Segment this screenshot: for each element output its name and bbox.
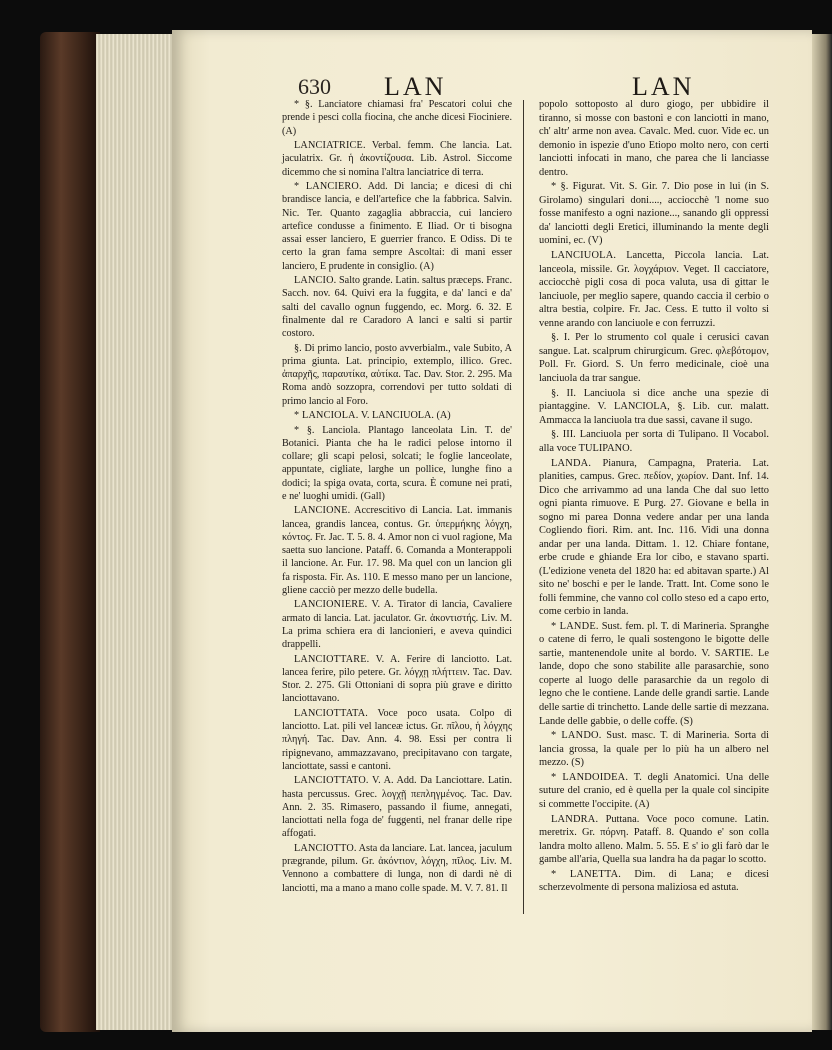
book-cover: [40, 32, 100, 1032]
entry-headword: LANCIOTTATO.: [294, 775, 369, 787]
entry-headword: LANCIONIERE.: [294, 599, 368, 611]
entry-text: Dim. di Lana; e dicesi scherzevolmente di persona maliziosa ed astuta.: [539, 868, 769, 894]
entry-text: Puttana. Voce poco comune. Latin. meretrix. Gr. πόρνη. Pataff. 8. Quando e' son colla landra molto alleno. Malm. 5. 55. E s' io gli farò dar le gambe all'aria, Quella sua landra ha da pagar lo scotto.: [539, 813, 769, 866]
entry-text: popolo sottoposto al duro giogo, per ubbidire il tiranno, si mosse con bastoni e con lanciotti in mano, ch' altr' arme non avea. Cavalc. Med. cuor. Vide ec. un demonio in ispezie d'uno Etiopo molto nero, con certi lanciotti infocati in mano, che parea che li lanciasse dentro.: [539, 99, 769, 178]
entry-headword: * LANETTA.: [551, 868, 622, 880]
entry-text: Salto grande. Latin. saltus præceps. Franc. Sacch. nov. 64. Quivi era la fuggita, e da' lanci e da' salti del cavallo ognun fuggendo, ec. Morg. 6. 32. E finalmente dal re Caradoro A lanci e salti si partir costoro.: [282, 275, 512, 340]
running-head-right: LAN: [632, 72, 695, 101]
entry-text: Sust. fem. pl. T. di Marineria. Spranghe o catene di ferro, le quali sostengono le bigotte delle sartie, mantenendole unite al bordo. V. SARTIE. Le lande, dopo che sono stabilite alle parasarchie, sono coperte al luogo delle parasarchie da un regolo di legno che le contiene. Lande delle grandi sartie. Lande delle sartie di trinchetto. Lande delle sartie di mezzana. Lande delle gabbie, o delle coffe. (S): [539, 620, 769, 727]
entry-text: V. LANCIUOLA. (A): [360, 410, 451, 422]
dictionary-entry: [282, 504, 512, 597]
dictionary-entry: [282, 180, 512, 273]
entry-text: §. II. Lanciuola si dice anche una spezie di piantaggine. V. LANCIOLA, §. Lib. cur. malatt. Ammacca la lanciuola tra due sassi, cavane il sugo.: [539, 387, 769, 426]
left-column: [282, 98, 512, 896]
entry-text: Sust. masc. T. di Marineria. Sorta di lancia grossa, la quale per lo più ha un albero nel mezzo. (S): [539, 730, 769, 769]
entry-headword: * LANCIERO.: [294, 180, 362, 192]
dictionary-entry: [539, 428, 769, 455]
entry-headword: LANDA.: [551, 457, 592, 469]
dictionary-entry: [539, 868, 769, 895]
dictionary-entry: [539, 98, 769, 179]
entry-text: §. III. Lanciuola per sorta di Tulipano. Il Vocabol. alla voce TULIPANO.: [539, 429, 769, 454]
running-head-left: LAN: [384, 72, 447, 101]
dictionary-entry: [282, 139, 512, 179]
dictionary-entry: [539, 249, 769, 330]
entry-text: Accrescitivo di Lancia. Lat. immanis lancea, grandis lancea, contus. Gr. ὑπερμήκης λόγχη, κόντος. Fr. Jac. T. 5. 8. 4. Amor non ci vuol ragione, Ma saetta suo lancione. Pataff. 6. Comanda a Monterappoli il lancione. Ar. Fur. 17. 98. Ma quel con un lancion gli fa risposta. Fir. As. 110. E messo mano per un lancione, gliene cacciò per mezzo delle budella.: [282, 505, 513, 596]
entry-headword: LANCIOTTO.: [294, 842, 357, 854]
right-column: [539, 98, 769, 896]
entry-text: * §. Lanciola. Plantago lanceolata Lin. T. de' Botanici. Pianta che ha le radici pelose intorno il collare; gli scapi pelosi, solcati; le foglie lanceolate, appuntate, cigliate, larghe un pollice, lunghe fino a dodici; la spiga ovata, corta, scura. È comune nei prati, e ne' luoghi umidi. (Gall): [282, 424, 512, 502]
entry-headword: LANDRA.: [551, 813, 599, 825]
entry-headword: LANCIATRICE.: [294, 139, 366, 151]
page-number: 630: [298, 74, 331, 99]
dictionary-entry: [282, 707, 512, 773]
dictionary-entry: [282, 774, 512, 840]
dictionary-entry: [282, 842, 512, 895]
entry-text: * §. Figurat. Vit. S. Gir. 7. Dio pose in lui (in S. Girolamo) singulari doni...., acciocchè 'l nome suo fosse manifesto a ogni nazione..., sanando gli oppressi da' lanciotti degli Eretici, illuminando la mente degli uomini, ec. (V): [539, 181, 769, 247]
entry-headword: * LANDE.: [551, 620, 599, 632]
dictionary-entry: [282, 342, 512, 408]
entry-headword: LANCIO.: [294, 275, 337, 287]
dictionary-entry: [282, 598, 512, 651]
dictionary-entry: [539, 729, 769, 770]
dictionary-entry: [539, 771, 769, 812]
dictionary-entry: [282, 409, 512, 422]
dictionary-entry: [539, 180, 769, 248]
entry-text: * §. Lanciatore chiamasi fra' Pescatori colui che prende i pesci colla fiocina, che anche dicesi Fiociniere. (A): [282, 99, 512, 137]
entry-text: V. A. Tirator di lancia, Cavaliere armato di lancia. Lat. jaculator. Gr. ἀκοντιστής. Liv. M. La prima schiera era di lancionieri, e aveva quindici drappelli.: [282, 599, 512, 651]
dictionary-entry: [539, 387, 769, 428]
entry-text: T. degli Anatomici. Una delle suture del cranio, ed è quella per la quale col sincipite si commette l'occipite. (A): [539, 771, 769, 810]
entry-headword: LANCIUOLA.: [551, 250, 617, 262]
entry-text: V. A. Ferire di lanciotto. Lat. lancea ferire, pilo petere. Gr. λόγχῃ πλήττειν. Tac. Dav. Stor. 2. 275. Gli Ottoniani di sopra più grave e diritto lanciottavano.: [282, 653, 512, 705]
page-stack: [96, 34, 175, 1030]
entry-headword: * LANCIOLA.: [294, 410, 359, 422]
dictionary-entry: [282, 98, 512, 138]
entry-headword: * LANDOIDEA.: [551, 771, 629, 783]
entry-text: Voce poco usata. Colpo di lanciotto. Lat. pili vel lanceæ ictus. Gr. πῖλου, ἡ λόγχης πληγή. Tac. Dav. Ann. 4. 98. Essi per contra li ripignevano, ammazzavano, precipitavano con targate, lanciottate, sassi e cantoni.: [282, 707, 512, 772]
column-rule: [523, 100, 524, 914]
dictionary-entry: [282, 274, 512, 340]
dictionary-entry: [539, 457, 769, 619]
entry-headword: LANCIONE.: [294, 505, 351, 517]
entry-text: Verbal. femm. Che lancia. Lat. jaculatrix. Gr. ἡ ἀκοντίζουσα. Lib. Astrol. Siccome dicemmo che si nomina l'altra lanciatrice di terra.: [282, 139, 512, 178]
page-edge: [812, 34, 832, 1030]
dictionary-entry: [282, 424, 512, 504]
entry-text: V. A. Add. Da Lanciottare. Latin. hasta percussus. Grec. λογχῇ πεπληγμένος. Tac. Dav. Ann. 2. 35. Rimasero, passando il fiume, annegati, lanciottati nella foga de' fuggenti, nel franar delle ripe affogati.: [282, 775, 513, 840]
entry-text: Pianura, Campagna, Prateria. Lat. planities, campus. Grec. πεδίον, χωρίον. Dant. Inf. 14. Dico che arrivammo ad una landa Che dal suo letto ogni pianta rimuove. E Purg. 27. Giovane e bella in sogno mi parea Donna vedere andar per una landa Cogliendo fiori. Rim. ant. Inc. 116. Vidi una donna andar per una landa. Dittam. 1. 12. Chiare fontane, erbe crude e ghiande Era lor cibo, e stavano sparti. (L'edizione veneta del 1820 ha: ed abitavan sparte.) Al sito ne' boschi e per le lande. Tratt. Int. Come sono le folli femmine, che vanno col collo steso ed a capo erto, come cerbio in landa.: [539, 457, 769, 618]
dictionary-entry: [282, 653, 512, 706]
entry-text: Asta da lanciare. Lat. lancea, jaculum prægrande, pilum. Gr. ἀκόντιον, λόγχη, πῖλος. Liv. M. Vennono a combattere di lunga, non di dardi nè di lanciotti, ma a mano a mano colle spade. M. V. 7. 81. Il: [282, 842, 512, 894]
entry-headword: LANCIOTTARE.: [294, 653, 370, 665]
dictionary-entry: [539, 813, 769, 867]
entry-text: §. I. Per lo strumento col quale i cerusici cavan sangue. Lat. scalprum chirurgicum. Grec. φλεβότομον, Poll. Fr. Giord. S. Un ferro medicinale, cioè una lanciuola da trar sangue.: [539, 332, 769, 384]
entry-text: Lancetta, Piccola lancia. Lat. lanceola, missile. Gr. λογχάριον. Veget. Il cacciatore, acciocchè pigli cosa di poca valuta, usa di gittar le lanciuole, per meglio sapere, quando caccia il cerbio o altra bestia, colpire. Fr. Jac. Cess. E tutto il volto si venne arando con lanciuole e con ferruzzi.: [539, 250, 769, 329]
entry-headword: * LANDO.: [551, 730, 602, 742]
dictionary-entry: [539, 331, 769, 385]
dictionary-entry: [539, 620, 769, 728]
entry-text: Add. Di lancia; e dicesi di chi brandisce lancia, e dell'artefice che la fabbrica. Salvin. Nic. Ter. Quanto zagaglia abbraccia, cui lanciero artefice condusse a finimento. E Iliad. Or ti bisogna assai esser lanciero, E guerrier franco. E Odiss. Di te certo la gran fama sempre Ascoltai: di mani esser lanciero, E prudente in consiglio. (A): [282, 180, 512, 272]
entry-headword: LANCIOTTATA.: [294, 707, 369, 719]
entry-text: §. Di primo lancio, posto avverbialm., vale Subito, A prima giunta. Lat. principio, extemplo, illico. Grec. ἀπαρχῆς, παραυτίκα, αὐτίκα. Tac. Dav. Stor. 2. 295. Ma Roma andò sozzopra, correndovi per tutto soldati di primo lancio al Foro.: [282, 342, 512, 407]
